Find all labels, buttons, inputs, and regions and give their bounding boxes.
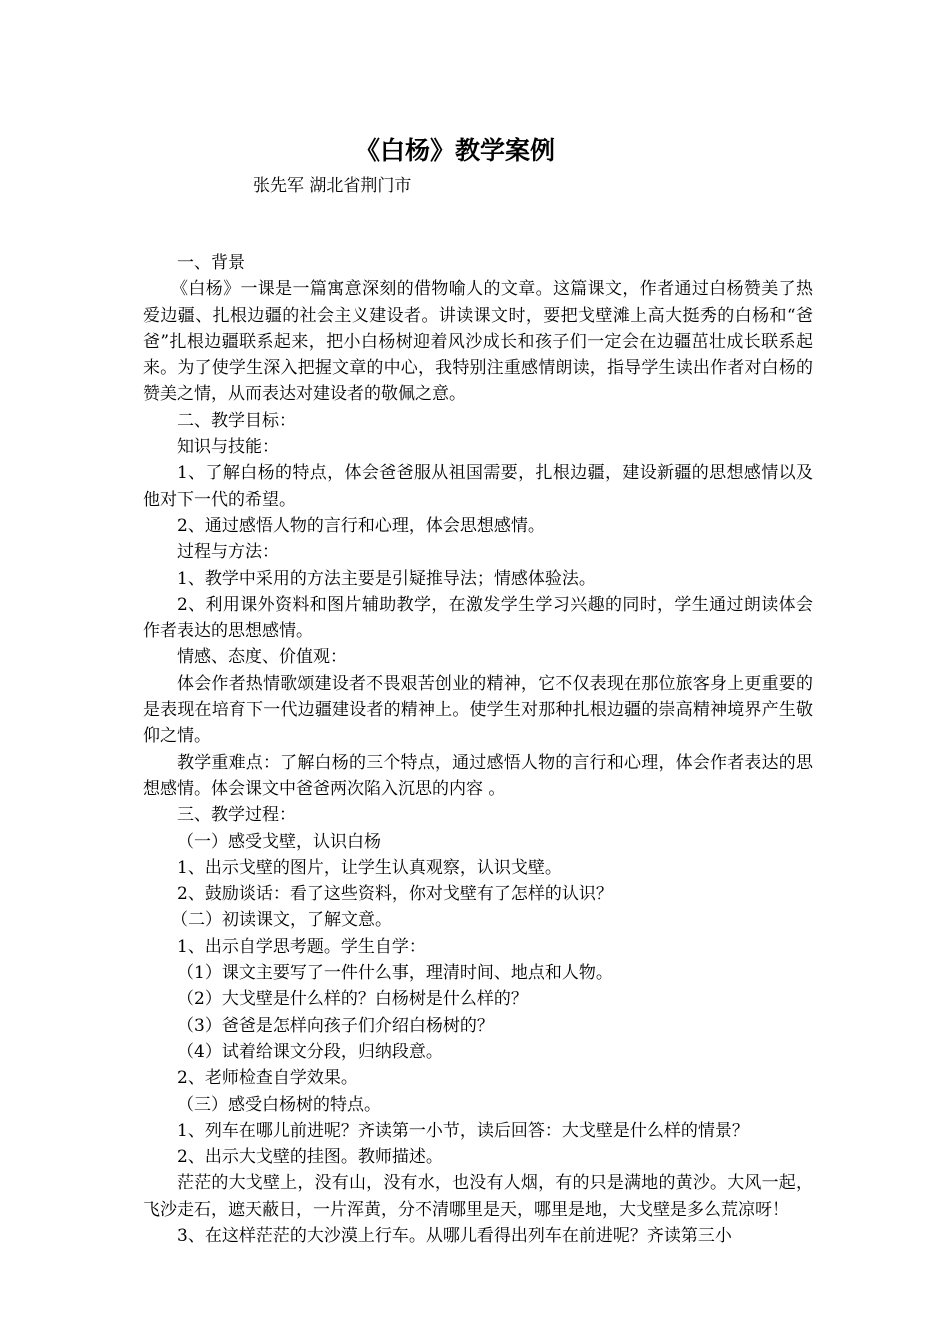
paragraph-key-points: 教学重难点：了解白杨的三个特点，通过感悟人物的言行和心理，体会作者表达的思想感情。体会课文中爸爸两次陷入沉思的内容 。 <box>143 752 813 799</box>
paragraph: 2、出示大戈壁的挂图。教师描述。 <box>177 1147 443 1168</box>
paragraph: 茫茫的大戈壁上，没有山，没有水，也没有人烟，有的只是满地的黄沙。大风一起，飞沙走石，遮天蔽日，一片浑黄，分不清哪里是天，哪里是地，大戈壁是多么荒凉呀！ <box>143 1173 813 1220</box>
paragraph: 2、通过感悟人物的言行和心理，体会思想感情。 <box>177 515 545 536</box>
paragraph: 3、在这样茫茫的大沙漠上行车。从哪儿看得出列车在前进呢？齐读第三小 <box>177 1225 732 1246</box>
list-item: （3）爸爸是怎样向孩子们介绍白杨树的？ <box>177 1015 494 1036</box>
paragraph: 1、教学中采用的方法主要是引疑推导法；情感体验法。 <box>177 568 596 589</box>
subheading-step-2: （二）初读课文，了解文意。 <box>171 910 392 931</box>
section-heading-background: 一、背景 <box>177 253 245 273</box>
paragraph: 1、出示自学思考题。学生自学： <box>177 936 426 957</box>
subheading-knowledge: 知识与技能： <box>177 437 279 458</box>
section-heading-goals: 二、教学目标： <box>177 410 296 431</box>
list-item: （2）大戈壁是什么样的？白杨树是什么样的？ <box>177 989 528 1010</box>
subheading-values: 情感、态度、价值观： <box>177 647 347 668</box>
document-body <box>143 250 813 1249</box>
paragraph-background: 《白杨》一课是一篇寓意深刻的借物喻人的文章。这篇课文，作者通过白杨赞美了热爱边疆、扎根边疆的社会主义建设者。讲读课文时，要把戈壁滩上高大挺秀的白杨和“爸爸”扎根边疆联系起来，把小白杨树迎着风沙成长和孩子们一定会在边疆茁壮成长联系起来。为了使学生深入把握文章的中心，我特别注重感情朗读，指导学生读出作者对白杨的赞美之情，从而表达对建设者的敬佩之意。 <box>143 279 813 405</box>
paragraph: 2、鼓励谈话：看了这些资料，你对戈壁有了怎样的认识？ <box>177 884 613 905</box>
list-item: （4）试着给课文分段，归纳段意。 <box>177 1041 443 1062</box>
list-item: （1）课文主要写了一件什么事，理清时间、地点和人物。 <box>177 963 613 984</box>
paragraph: 1、列车在哪儿前进呢？齐读第一小节，读后回答：大戈壁是什么样的情景？ <box>177 1120 749 1141</box>
section-heading-process: 三、教学过程： <box>177 805 296 826</box>
paragraph: 体会作者热情歌颂建设者不畏艰苦创业的精神，它不仅表现在那位旅客身上更重要的是表现在培育下一代边疆建设者的精神上。使学生对那种扎根边疆的崇高精神境界产生敬仰之情。 <box>143 673 813 747</box>
paragraph: 1、了解白杨的特点，体会爸爸服从祖国需要，扎根边疆，建设新疆的思想感情以及他对下一代的希望。 <box>143 463 813 510</box>
paragraph: 1、出示戈壁的图片，让学生认真观察，认识戈壁。 <box>177 857 562 878</box>
document-title: 《白杨》教学案例 <box>354 136 555 165</box>
subheading-step-1: （一）感受戈壁，认识白杨 <box>177 831 381 852</box>
subheading-step-3: （三）感受白杨树的特点。 <box>177 1094 381 1115</box>
author-line: 张先军 湖北省荆门市 <box>253 176 412 196</box>
paragraph: 2、利用课外资料和图片辅助教学，在激发学生学习兴趣的同时，学生通过朗读体会作者表达的思想感情。 <box>143 594 813 642</box>
subheading-process: 过程与方法： <box>177 542 279 563</box>
paragraph: 2、老师检查自学效果。 <box>177 1068 358 1089</box>
